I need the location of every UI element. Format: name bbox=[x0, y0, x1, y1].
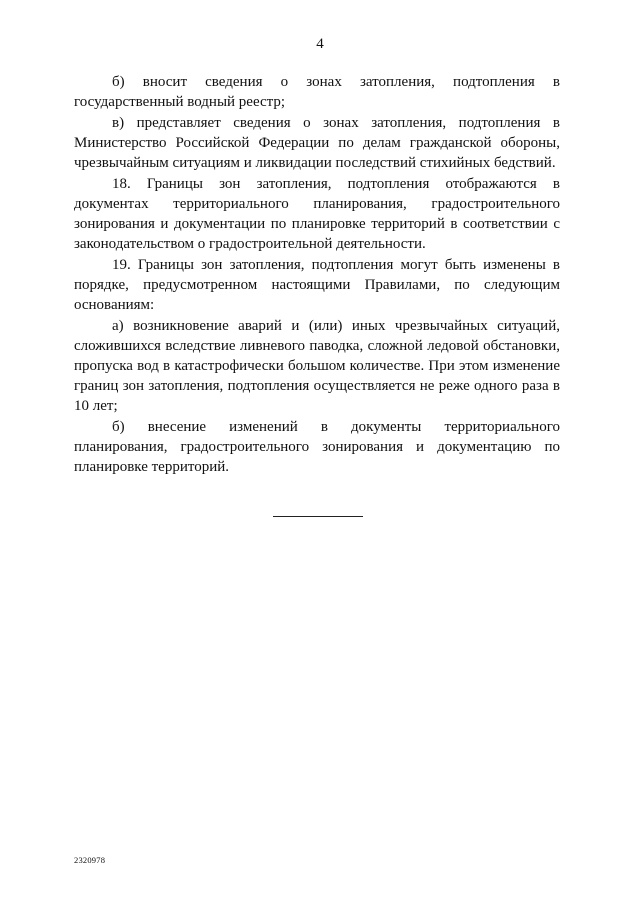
paragraph-b-water-registry: б) вносит сведения о зонах затопления, подтопления в государственный водный реестр; bbox=[74, 74, 560, 110]
end-divider-line bbox=[273, 516, 363, 517]
document-body bbox=[74, 72, 560, 478]
paragraph-19-boundaries-change: 19. Границы зон затопления, подтопления могут быть изменены в порядке, предусмотренном настоящими Правилами, по следующим основаниям: bbox=[74, 257, 560, 313]
page-number: 4 bbox=[316, 36, 324, 52]
paragraph-a-emergencies: а) возникновение аварий и (или) иных чрезвычайных ситуаций, сложившихся вследствие ливневого паводка, сложной ледовой обстановки, пропуска вод в катастрофически большом количестве. При этом изменение границ зон затопления, подтопления осуществляется не реже одного раза в 10 лет; bbox=[74, 318, 560, 414]
paragraph-18-boundaries-display: 18. Границы зон затопления, подтопления отображаются в документах территориального планирования, градостроительного зонирования и документации по планировке территорий в соответствии с законодательством о градостроительной деятельности. bbox=[74, 176, 560, 252]
paragraph-b-planning-changes: б) внесение изменений в документы территориального планирования, градостроительного зонирования и документацию по планировке территорий. bbox=[74, 419, 560, 475]
paragraph-v-ministry: в) представляет сведения о зонах затопления, подтопления в Министерство Российской Федерации по делам гражданской обороны, чрезвычайным ситуациям и ликвидации последствий стихийных бедствий. bbox=[74, 115, 560, 171]
document-code: 2320978 bbox=[74, 855, 106, 865]
